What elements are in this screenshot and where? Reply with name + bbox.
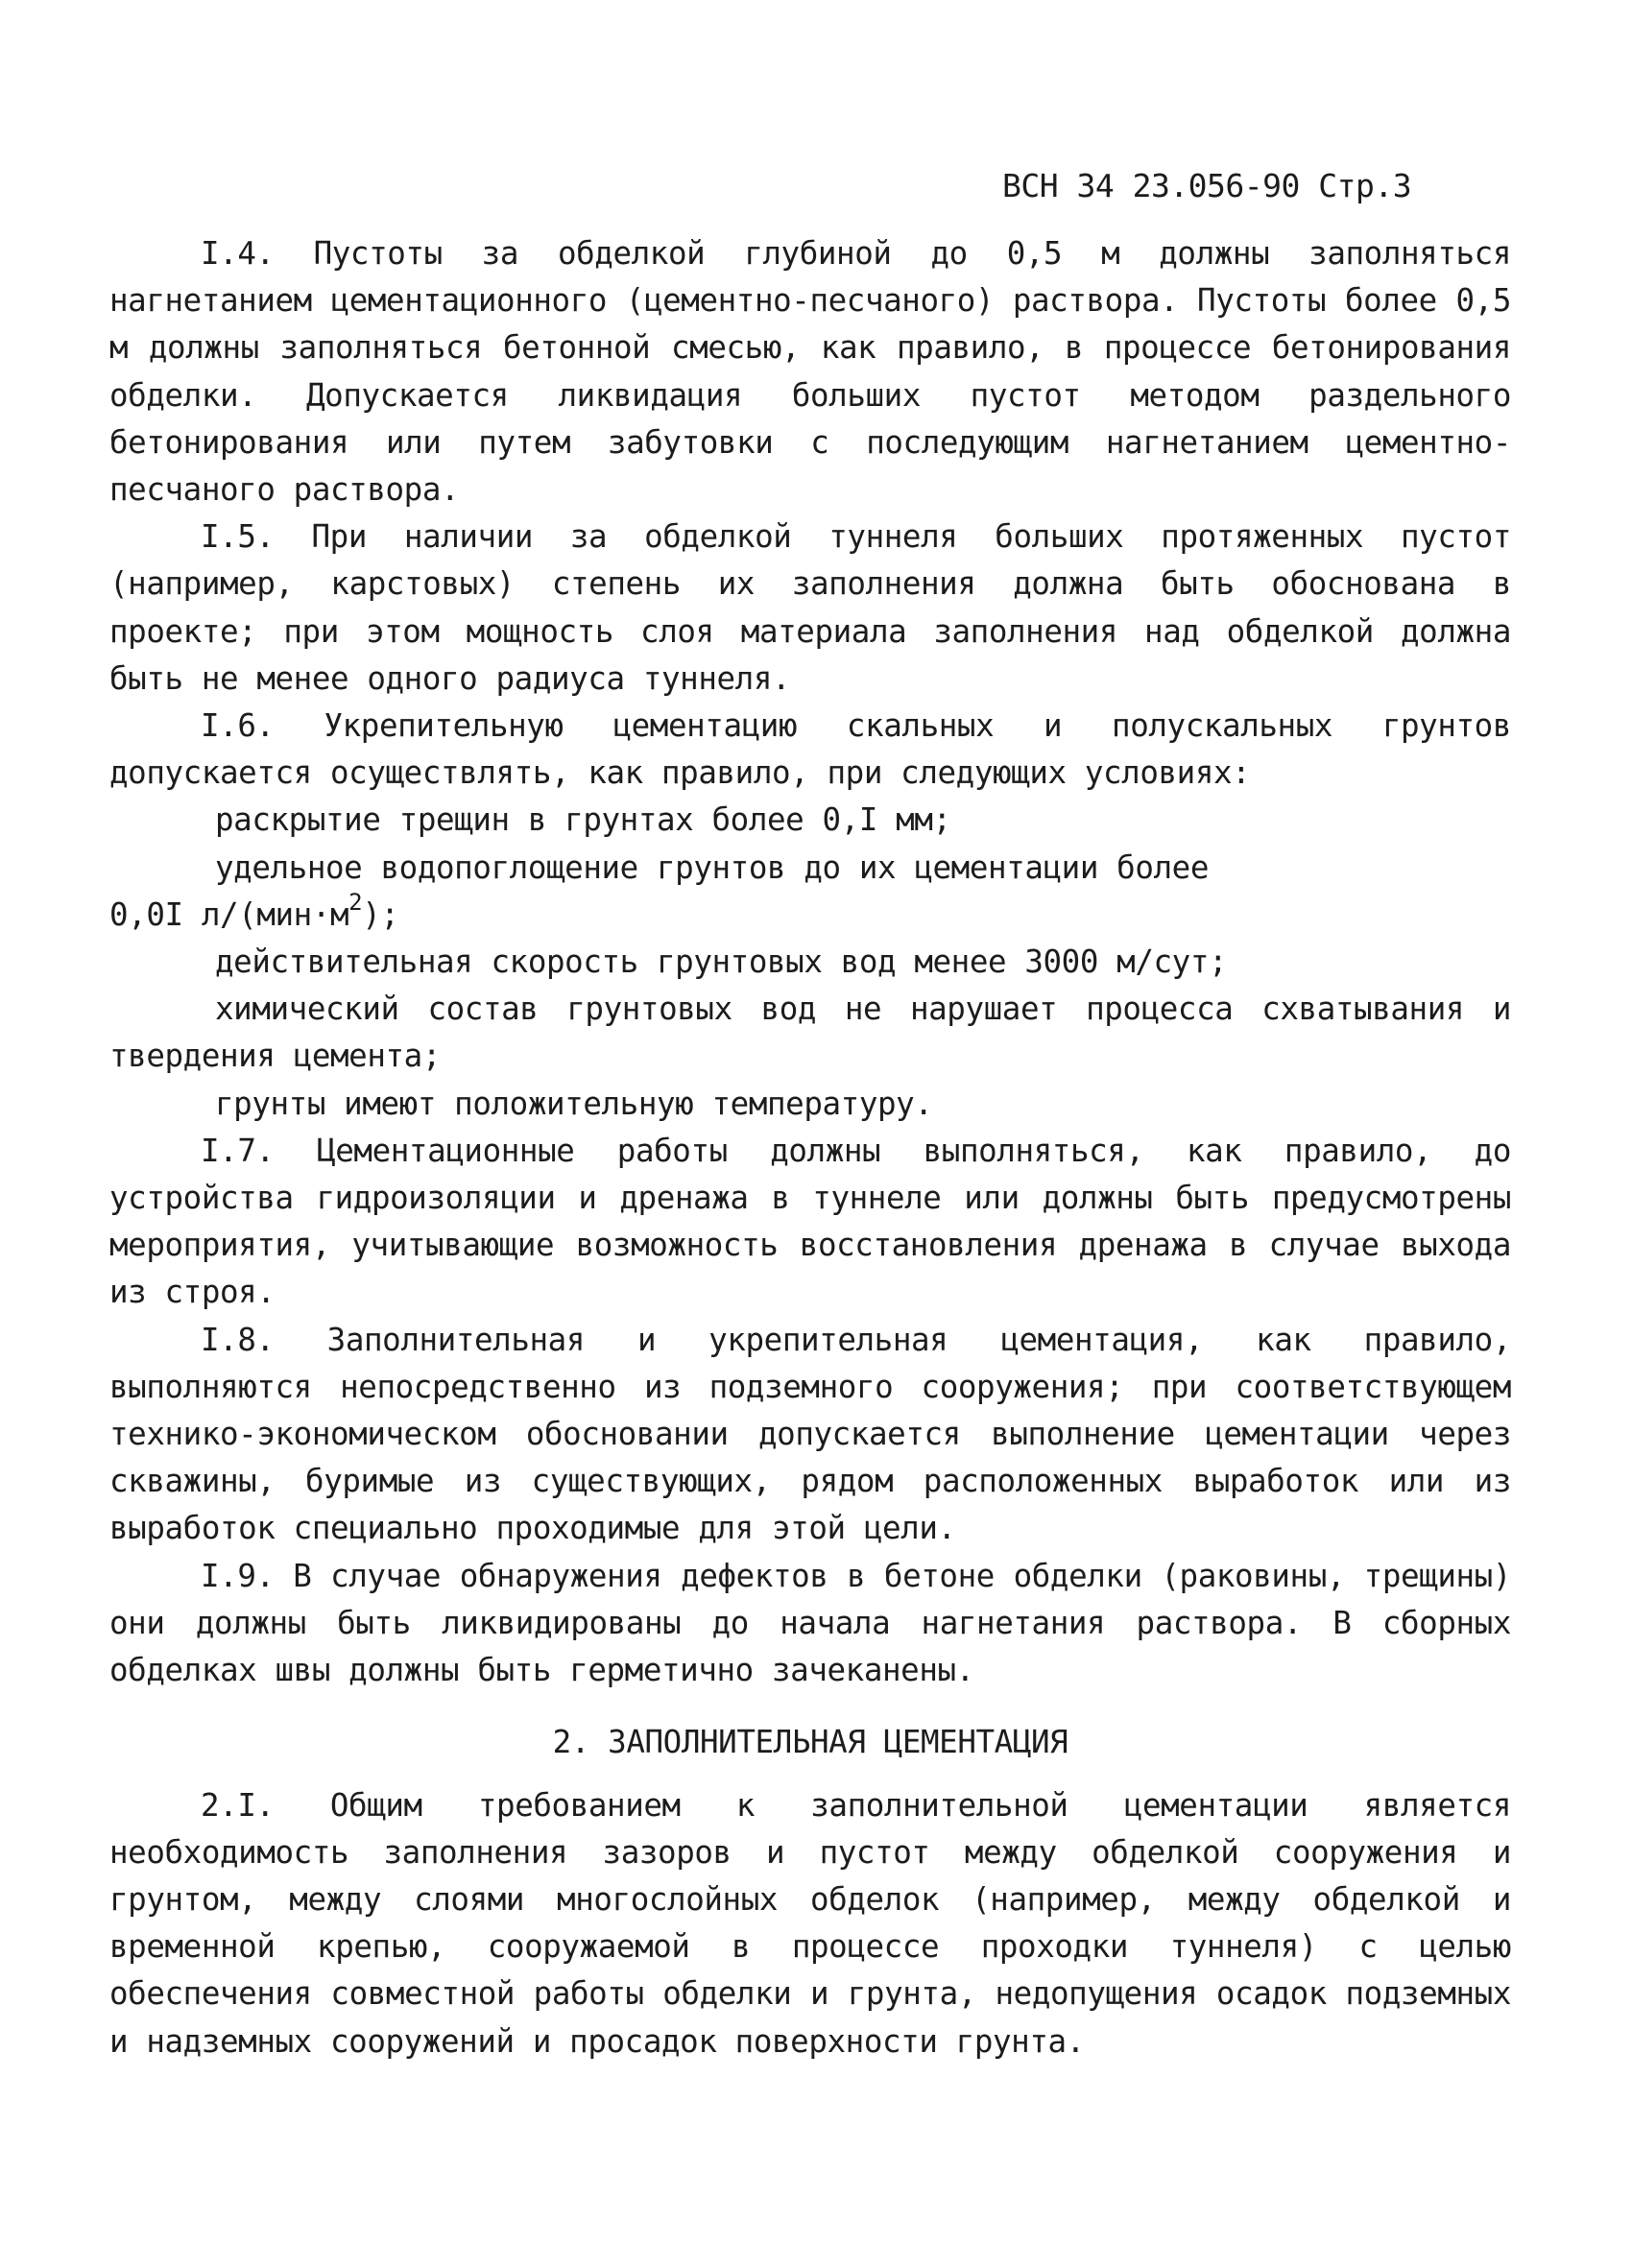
absorption-value-end: ); xyxy=(362,895,399,933)
paragraph-1-8: I.8. Заполнительная и укрепительная цементация, как правило, выполняются непосредственно из подземного сооружения; при соответствующем технико-экономическом обосновании допускается выполнение цементации через скважины, буримые из существующих, рядом расположенных выработок или из выработок специально проходимые для этой цели. xyxy=(109,1321,1511,1547)
condition-water-absorption: удельное водопоглощение грунтов до их цементации более xyxy=(215,848,1209,886)
paragraph-1-6: I.6. Укрепительную цементацию скальных и полускальных грунтов допускается осуществлять, как правило, при следующих условиях: xyxy=(109,707,1511,792)
paragraph-1-7: I.7. Цементационные работы должны выполняться, как правило, до устройства гидроизоляции и дренажа в туннеле или должны быть предусмотрены мероприятия, учитывающие возможность восстановления дренажа в случае выхода из строя. xyxy=(109,1132,1511,1311)
document-reference: ВСН 34 23.056-90 Стр.3 xyxy=(1002,167,1412,204)
document-body xyxy=(109,230,1511,2065)
paragraph-2-1: 2.I. Общим требованием к заполнительной цементации является необходимость заполнения зазоров и пустот между обделкой сооружения и грунтом, между слоями многослойных обделок (например, между обделкой и временной крепью, сооружаемой в процессе проходки туннеля) с целью обеспечения совместной работы обделки и грунта, недопущения осадок подземных и надземных сооружений и просадок поверхности грунта. xyxy=(109,1786,1511,2060)
condition-water-absorption-value xyxy=(109,888,1511,939)
condition-chemical-composition: химический состав грунтовых вод не нарушает процесса схватывания и твердения цемента; xyxy=(109,991,1511,1075)
paragraph-1-9: I.9. В случае обнаружения дефектов в бетоне обделки (раковины, трещины) они должны быть ликвидированы до начала нагнетания раствора. В сборных обделках швы должны быть герметично зачеканены. xyxy=(109,1557,1511,1689)
condition-groundwater-speed: действительная скорость грунтовых вод менее 3000 м/сут; xyxy=(215,943,1228,981)
paragraph-1-5: I.5. При наличии за обделкой туннеля больших протяженных пустот (например, карстовых) степень их заполнения должна быть обоснована в проекте; при этом мощность слоя материала заполнения над обделкой должна быть не менее одного радиуса туннеля. xyxy=(109,518,1511,697)
condition-crack-opening: раскрытие трещин в грунтах более 0,I мм; xyxy=(215,801,951,839)
paragraph-1-4: I.4. Пустоты за обделкой глубиной до 0,5 м должны заполняться нагнетанием цементационного (цементно-песчаного) раствора. Пустоты более 0,5 м должны заполняться бетонной смесью, как правило, в процессе бетонирования обделки. Допускается ликвидация больших пустот методом раздельного бетонирования или путем забутовки с последующим нагнетанием цементно-песчаного раствора. xyxy=(109,235,1511,509)
absorption-exponent: 2 xyxy=(348,888,363,916)
absorption-value: 0,0I л/(мин·м xyxy=(109,895,349,933)
condition-temperature: грунты имеют положительную температуру. xyxy=(215,1085,933,1122)
section-2-heading: 2. ЗАПОЛНИТЕЛЬНАЯ ЦЕМЕНТАЦИЯ xyxy=(552,1724,1068,1761)
